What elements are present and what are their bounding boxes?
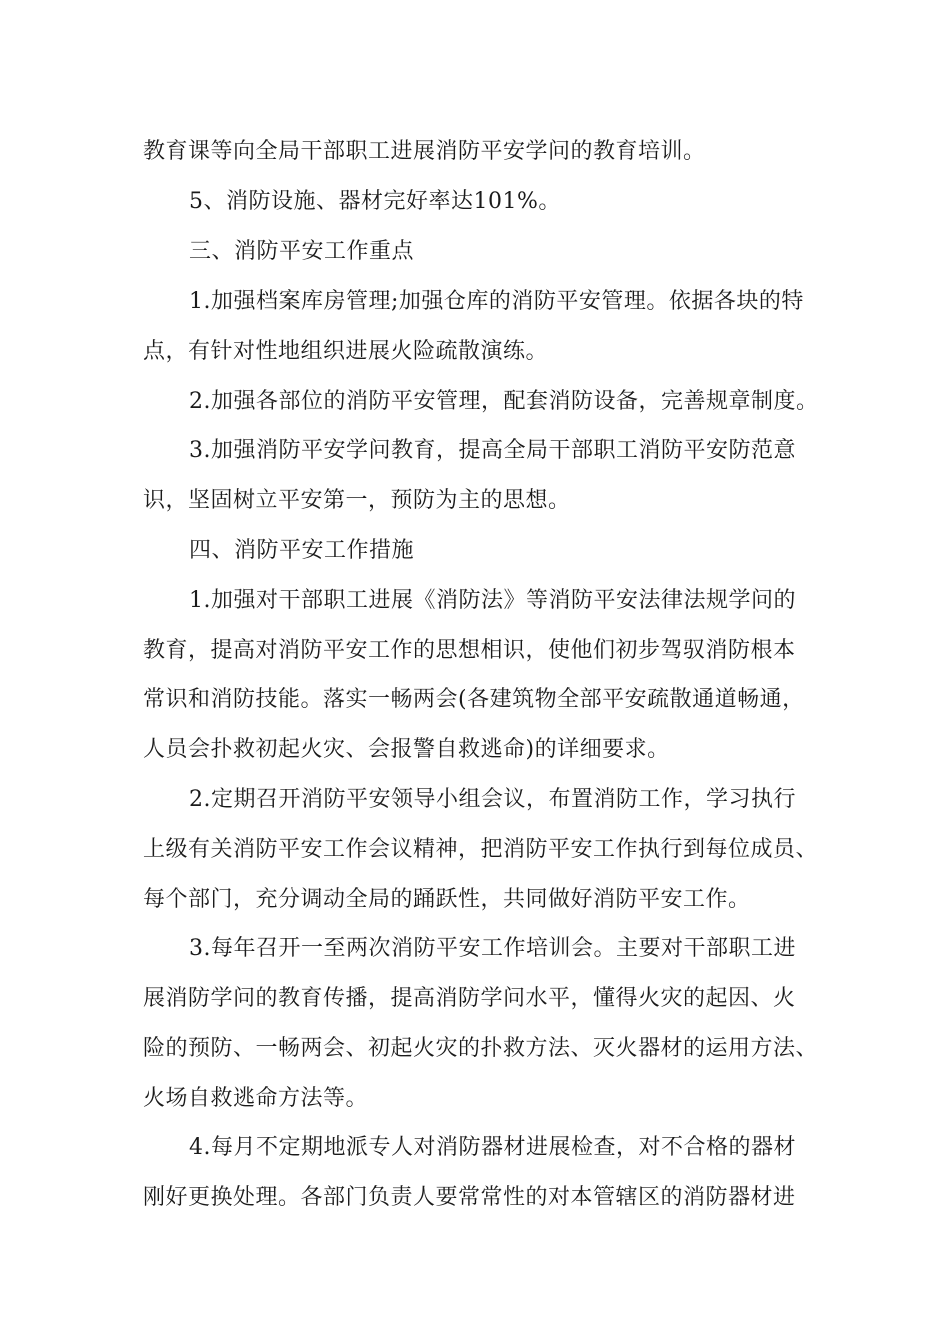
text-line: 1.加强对干部职工进展《消防法》等消防平安法律法规学问的 (189, 588, 796, 613)
text-line: 上级有关消防平安工作会议精神，把消防平安工作执行到每位成员、 (143, 837, 819, 862)
text-line: 3.加强消防平安学问教育，提高全局干部职工消防平安防范意 (189, 438, 796, 463)
text-line: 火场自救逃命方法等。 (143, 1086, 369, 1111)
text-line: 点，有针对性地组织进展火险疏散演练。 (143, 339, 549, 364)
text-line: 4.每月不定期地派专人对消防器材进展检查，对不合格的器材 (189, 1135, 796, 1160)
text-line: 识，坚固树立平安第一，预防为主的思想。 (143, 488, 571, 513)
text-line: 险的预防、一畅两会、初起火灾的扑救方法、灭火器材的运用方法、 (143, 1036, 819, 1061)
section-heading: 四、消防平安工作措施 (189, 538, 415, 563)
text-line: 2.定期召开消防平安领导小组会议，布置消防工作，学习执行 (189, 787, 796, 812)
text-line: 3.每年召开一至两次消防平安工作培训会。主要对干部职工进 (189, 936, 796, 961)
text-line: 展消防学问的教育传播，提高消防学问水平，懂得火灾的起因、火 (143, 986, 796, 1011)
text-line: 1.加强档案库房管理;加强仓库的消防平安管理。依据各块的特 (189, 289, 804, 314)
text-line: 2.加强各部位的消防平安管理，配套消防设备，完善规章制度。 (189, 389, 819, 414)
text-line: 教育课等向全局干部职工进展消防平安学问的教育培训。 (143, 139, 706, 164)
text-line: 人员会扑救初起火灾、会报警自救逃命)的详细要求。 (143, 737, 670, 762)
section-heading: 三、消防平安工作重点 (189, 239, 415, 264)
text-line: 每个部门，充分调动全局的踊跃性，共同做好消防平安工作。 (143, 887, 751, 912)
text-line: 教育，提高对消防平安工作的思想相识，使他们初步驾驭消防根本 (143, 638, 796, 663)
text-line: 刚好更换处理。各部门负责人要常常性的对本管辖区的消防器材进 (143, 1185, 796, 1210)
text-line: 5、消防设施、器材完好率达101%。 (189, 189, 561, 214)
text-line: 常识和消防技能。落实一畅两会(各建筑物全部平安疏散通道畅通， (143, 687, 805, 712)
